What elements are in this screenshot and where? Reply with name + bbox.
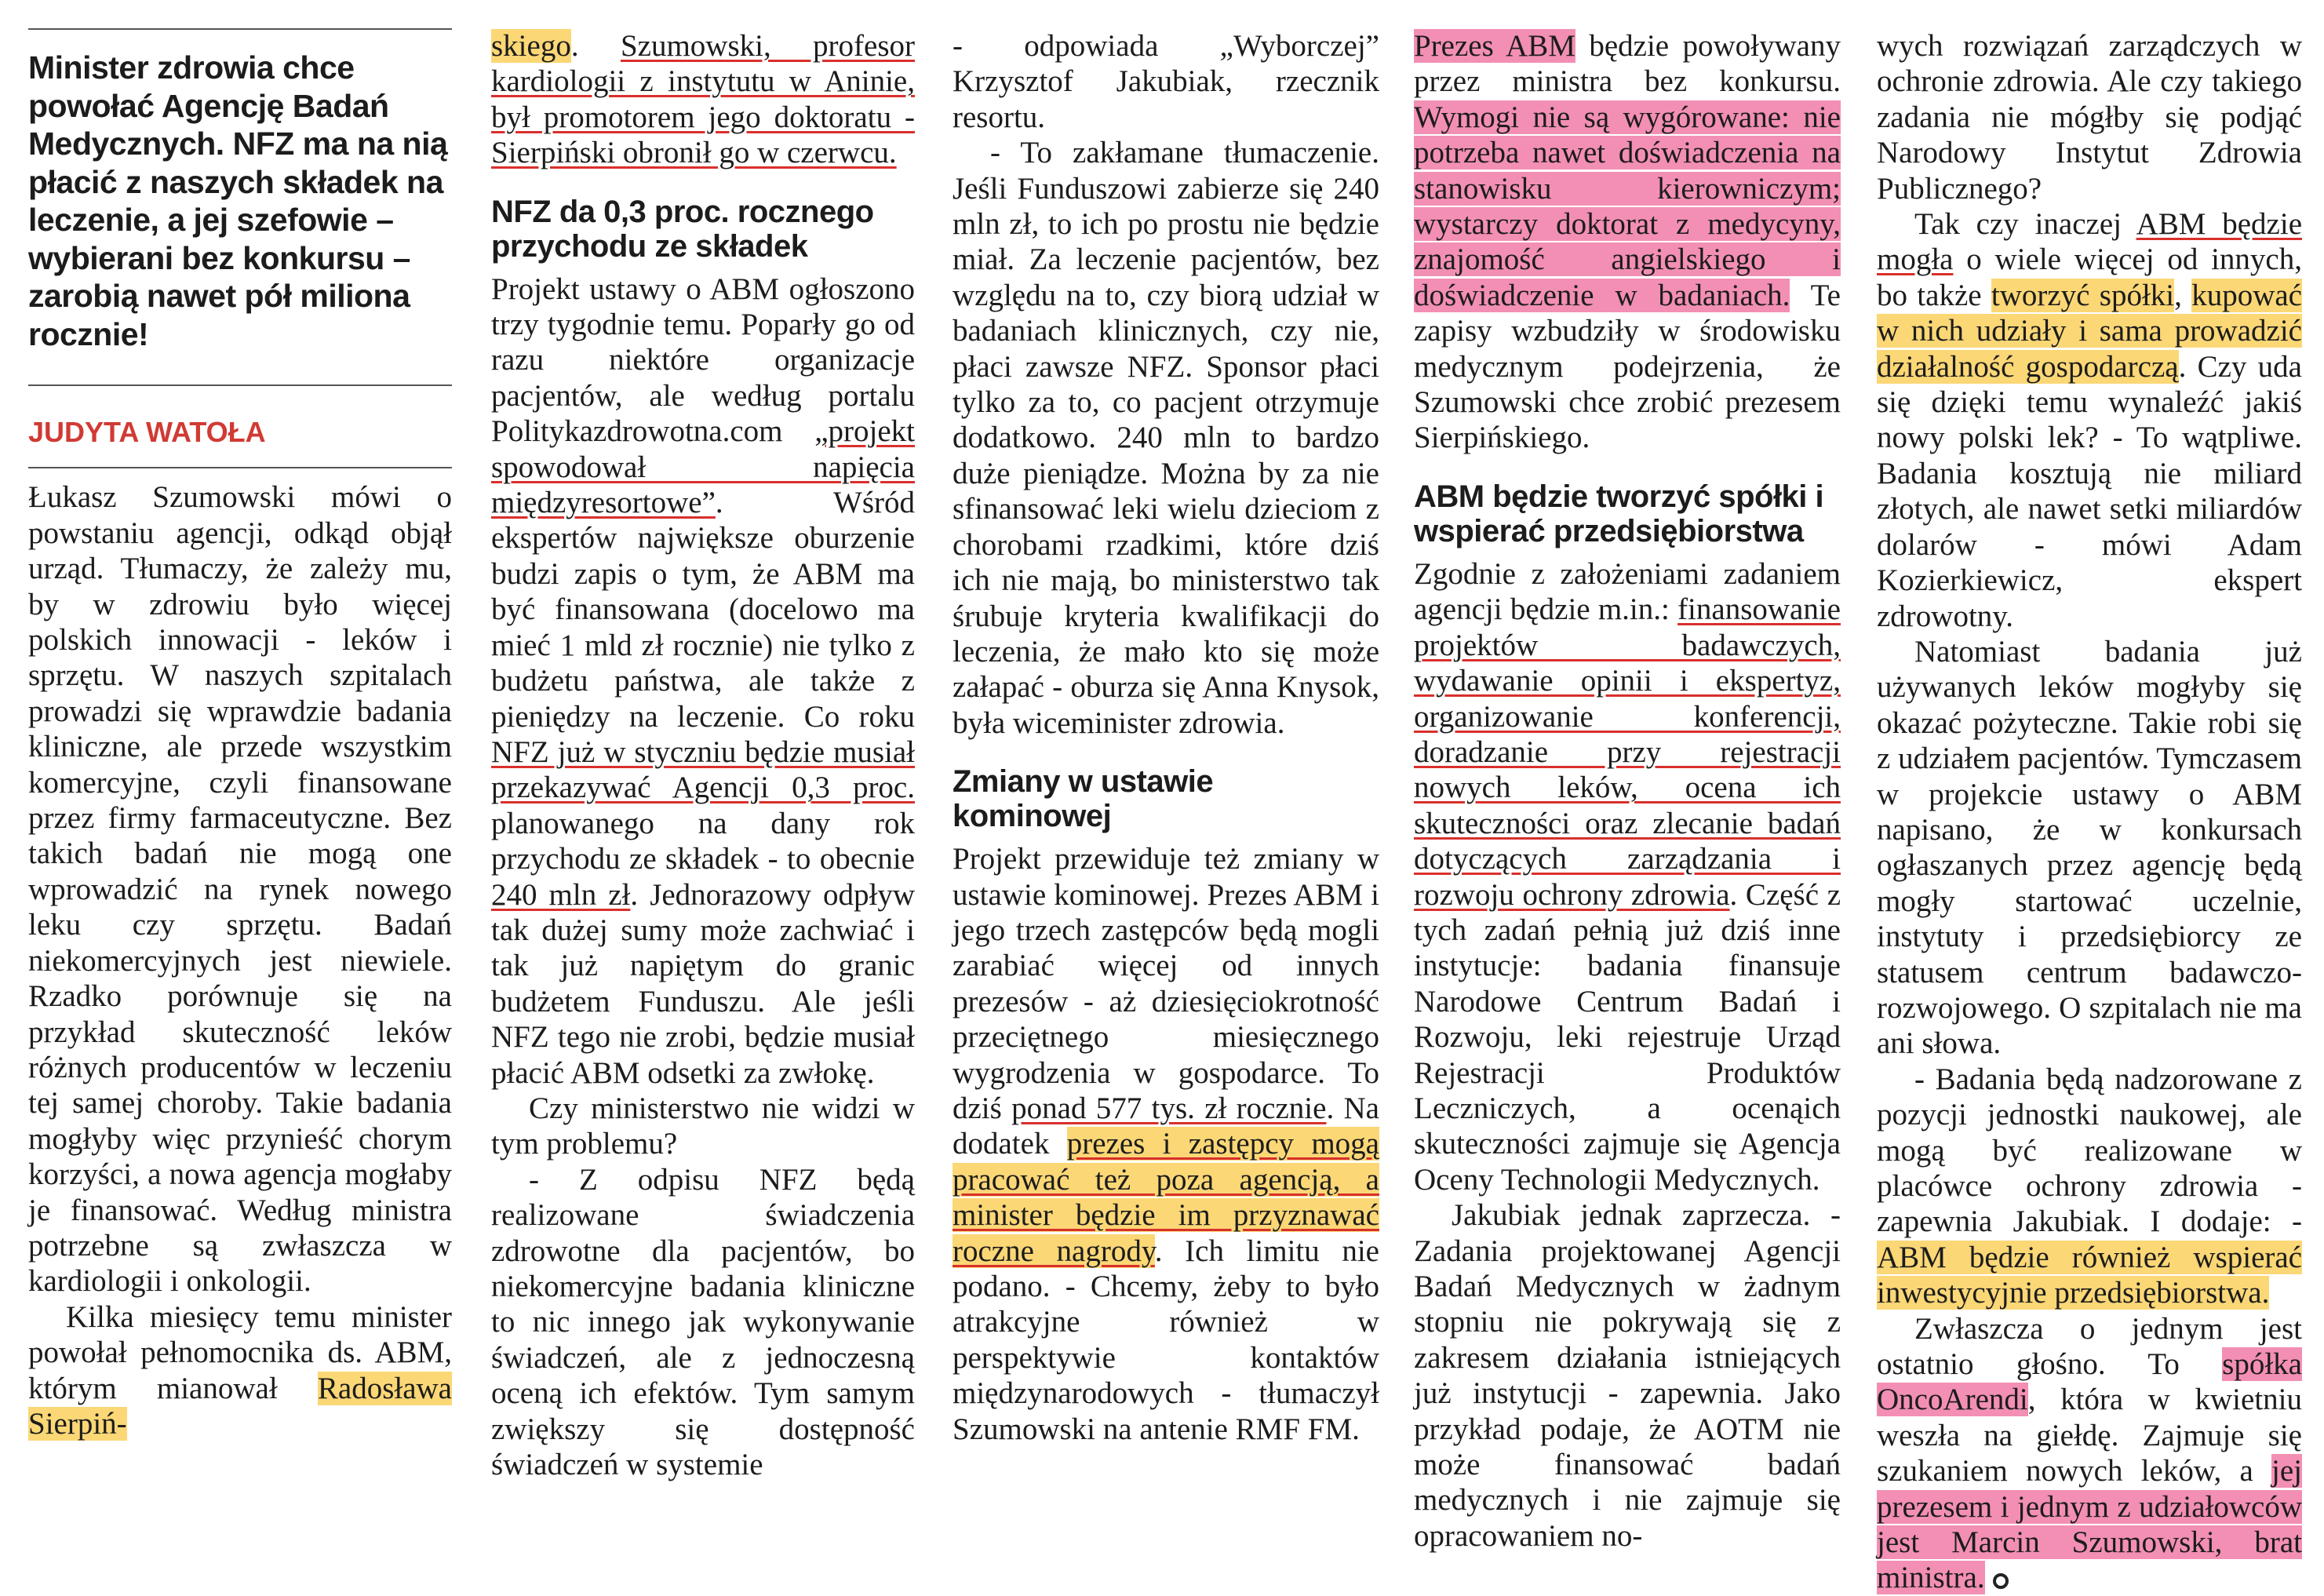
column-4 [1414, 28, 1841, 1554]
paragraph: Tak czy inaczej ABM będzie mogła o wiele więcej od innych, bo także tworzyć spółki, kupować w nich udziały i sama prowadzić działalność gospodarczą. Czy uda się dzięki temu wynaleźć jakiś nowy polski lek? - To wątpliwe. Badania kosztują nie miliard złotych, ale nawet setki miliardów dolarów - mówi Adam Kozierkiewicz, ekspert zdrowotny. [1877, 207, 2302, 633]
underline-red: ABM będzie mogła [1877, 207, 2302, 277]
paragraph: - Badania będą nadzorowane z pozycji jednostki naukowej, ale mogą być realizowane w placówce ochrony zdrowia - zapewnia Jakubiak. I dodaje: - ABM będzie również wspierać inwestycyjnie przedsiębiorstwa. [1877, 1062, 2302, 1310]
paragraph: Prezes ABM będzie powoływany przez ministra bez konkursu. Wymogi nie są wygórowane: nie potrzeba nawet doświadczenia na stanowisku kierowniczym; wystarczy doktorat z medycyny, znajomość angielskiego i doświadczenie w badaniach. Te zapisy wzbudziły w środowisku medycznym podejrzenia, że Szumowski chce zrobić prezesem Sierpińskiego. [1414, 29, 1841, 455]
paragraph: Zwłaszcza o jednym jest ostatnio głośno. To spółka OncoArendi, która w kwietniu weszła na giełdę. Zajmuje się szukaniem nowych leków, a jej prezesem i jednym z udziałowców jest Marcin Szumowski, brat ministra. [1877, 1311, 2302, 1595]
highlight-pink: Prezes ABM [1414, 29, 1575, 63]
paragraph: Projekt przewiduje też zmiany w ustawie kominowej. Prezes ABM i jego trzech zastępców będą mogli zarabiać więcej od innych prezesów - aż dziesięciokrotność przeciętnego miesięcznego wygrodzenia w gospodarce. To dziś ponad 577 tys. zł rocznie. Na dodatek prezes i zastępcy mogą pracować też poza agencją, a minister będzie im przyznawać roczne nagrody. Ich limitu nie podano. - Chcemy, żeby to było atrakcyjne również w perspektywie kontaktów międzynarodowych - tłumaczył Szumowski na antenie RMF FM. [953, 842, 1379, 1446]
paragraph: wych rozwiązań zarządczych w ochronie zdrowia. Ale czy takiego zadania nie mógłby się podjąć Narodowy Instytut Zdrowia Publicznego? [1877, 29, 2302, 206]
author-byline: JUDYTA WATOŁA [28, 416, 266, 448]
paragraph: - odpowiada „Wyborczej” Krzysztof Jakubiak, rzecznik resortu. [953, 29, 1379, 134]
highlight-pink: spółka OncoArendi [1877, 1347, 2302, 1417]
paragraph: Jakubiak jednak zaprzecza. - Zadania projektowanej Agencji Badań Medycznych w żadnym stopniu nie pokrywają się z zakresem działania istniejących już instytucji - zapewnia. Jako przykład podaje, że AOTM nie może finansować badań medycznych i nie zajmuje się opracowaniem no- [1414, 1198, 1841, 1553]
paragraph: Zgodnie z założeniami zadaniem agencji będzie m.in.: finansowanie projektów badawczych, wydawanie opinii i ekspertyz, organizowanie konferencji, doradzanie przy rejestracji nowych leków, ocena ich skuteczności oraz zlecanie badań dotyczących zarządzania i rozwoju ochrony zdrowia. Część z tych zadań pełnią już dziś inne instytucje: badania finansuje Narodowe Centrum Badań i Rozwoju, leki rejestruje Urząd Rejestracji Produktów Leczniczych, a ocenąich skuteczności zajmuje się Agencja Oceny Technologii Medycznych. [1414, 556, 1841, 1197]
highlight-yellow: kupować w nich udziały i sama prowadzić działalność gospodarczą [1877, 278, 2302, 384]
underline-red: ponad 577 tys. zł rocznie [1011, 1091, 1327, 1125]
subheading: ABM będzie tworzyć spółki i wspierać przedsiębiorstwa [1414, 479, 1824, 548]
underline-red: 240 mln zł [491, 877, 631, 912]
subheading: Zmiany w ustawie kominowej [953, 764, 1214, 834]
underline-red: „projekt spowodował napięcia międzyresortowe” [491, 414, 915, 520]
paragraph: Czy ministerstwo nie widzi w tym problemu? [491, 1091, 915, 1161]
highlight-yellow: ABM będzie również wspierać inwestycyjnie przedsiębiorstwa. [1877, 1240, 2302, 1310]
highlight-yellow: Radosława Sierpiń- [28, 1371, 452, 1441]
paragraph: Kilka miesięcy temu minister powołał pełnomocnika ds. ABM, którym mianował Radosława Sierpiń- [28, 1299, 452, 1441]
column-3 [953, 28, 1379, 1447]
underline-red: finansowanie projektów badawczych, wydawanie opinii i ekspertyz, organizowanie konferencji, doradzanie przy rejestracji nowych leków, ocena ich skuteczności oraz zlecanie badań dotyczących zarządzania i rozwoju ochrony zdrowia [1414, 592, 1841, 912]
column-2 [491, 28, 915, 1482]
paragraph: - Z odpisu NFZ będą realizowane świadczenia zdrowotne dla pacjentów, bo niekomercyjne badania kliniczne to nic innego jak wykonywanie świadczeń, ale z jednoczesną oceną ich efektów. Tym samym zwiększy się dostępność świadczeń w systemie [491, 1162, 915, 1482]
paragraph: Natomiast badania już używanych leków mogłyby się okazać pożyteczne. Takie robi się z udziałem pacjentów. Tymczasem w projekcie ustawy o ABM napisano, że w konkursach ogłaszanych przez agencję będą mogły startować uczelnie, instytuty i przedsiębiorcy ze statusem centrum badawczo-rozwojowego. O szpitalach nie ma ani słowa. [1877, 634, 2302, 1061]
highlight-pink: Wymogi nie są wygórowane: nie potrzeba nawet doświadczenia na stanowisku kierowniczym; wystarczy doktorat z medycyny, znajomość angielskiego i doświadczenie w badaniach. [1414, 100, 1841, 312]
divider [28, 467, 452, 468]
end-of-article-icon [1993, 1573, 2009, 1589]
column-5 [1877, 28, 2302, 1596]
column-1 [28, 28, 452, 1441]
highlight-pink: jej prezesem i jednym z udziałowców jest Marcin Szumowski, brat ministra. [1877, 1454, 2302, 1595]
subheading: NFZ da 0,3 proc. rocznego przychodu ze składek [491, 194, 874, 264]
underline-red: NFZ już w styczniu będzie musiał przekazywać Agencji 0,3 proc. [491, 734, 915, 805]
paragraph: Projekt ustawy o ABM ogłoszono trzy tygodnie temu. Poparły go od razu niektóre organizacje pacjentów, ale według portalu Politykazdrowotna.com „projekt spowodował napięcia międzyresortowe”. Wśród ekspertów największe oburzenie budzi zapis o tym, że ABM ma być finansowana (docelowo ma mieć 1 mld zł rocznie) nie tylko z budżetu państwa, ale także z pieniędzy na leczenie. Co roku NFZ już w styczniu będzie musiał przekazywać Agencji 0,3 proc. planowanego na dany rok przychodu ze składek - to obecnie 240 mln zł. Jednorazowy odpływ tak dużej sumy może zachwiać i tak już napiętym do granic budżetem Funduszu. Ale jeśli NFZ tego nie zrobi, będzie musiał płacić ABM odsetki za zwłokę. [491, 271, 915, 1090]
paragraph: skiego. Szumowski, profesor kardiologii z instytutu w Aninie, był promotorem jego doktoratu - Sierpiński obronił go w czerwcu. [491, 29, 916, 170]
paragraph: - To zakłamane tłumaczenie. Jeśli Funduszowi zabierze się 240 mln zł, to ich po prostu nie będzie miał. Za leczenie pacjentów, bez względu na to, czy biorą udział w badaniach klinicznych, czy nie, płaci zawsze NFZ. Sponsor płaci tylko za to, co pacjent otrzymuje dodatkowo. 240 mln to bardzo duże pieniądze. Można by za nie sfinansować leki wielu dzieciom z chorobami rzadkimi, które dziś ich nie mają, bo ministerstwo tak śrubuje kryteria kwalifikacji do leczenia, że mało kto się może załapać - oburza się Anna Knysok, była wiceminister zdrowia. [953, 136, 1379, 740]
article-lead: Minister zdrowia chce powołać Agencję Badań Medycznych. NFZ ma na nią płacić z naszych składek na leczenie, a jej szefowie – wybierani bez konkursu – zarobią nawet pół miliona rocznie! [28, 28, 452, 353]
highlight-yellow: prezes i zastępcy mogą pracować też poza agencją, a minister będzie im przyznawać roczne nagrody [953, 1127, 1379, 1268]
byline-block [28, 384, 452, 467]
highlight-yellow: skiego [491, 29, 571, 63]
underline-red: Szumowski, profesor kardiologii z instytutu w Aninie, był promotorem jego doktoratu - Sierpiński obronił go w czerwcu. [491, 29, 916, 170]
highlight-yellow: tworzyć spółki [1991, 278, 2175, 312]
paragraph: Łukasz Szumowski mówi o powstaniu agencji, odkąd objął urząd. Tłumaczy, że zależy mu, by w zdrowiu było więcej polskich innowacji - leków i sprzętu. W naszych szpitalach prowadzi się wprawdzie badania kliniczne, ale przede wszystkim komercyjne, czyli finansowane przez firmy farmaceutyczne. Bez takich badań nie mogą one wprowadzić na rynek nowego leku czy sprzętu. Badań niekomercyjnych jest niewiele. Rzadko porównuje się na przykład skuteczność leków różnych producentów w leczeniu tej samej choroby. Takie badania mogłyby więc przynieść chorym korzyści, a nowa agencja mogłaby je finansować. Według ministra potrzebne są zwłaszcza w kardiologii i onkologii. [28, 480, 452, 1299]
